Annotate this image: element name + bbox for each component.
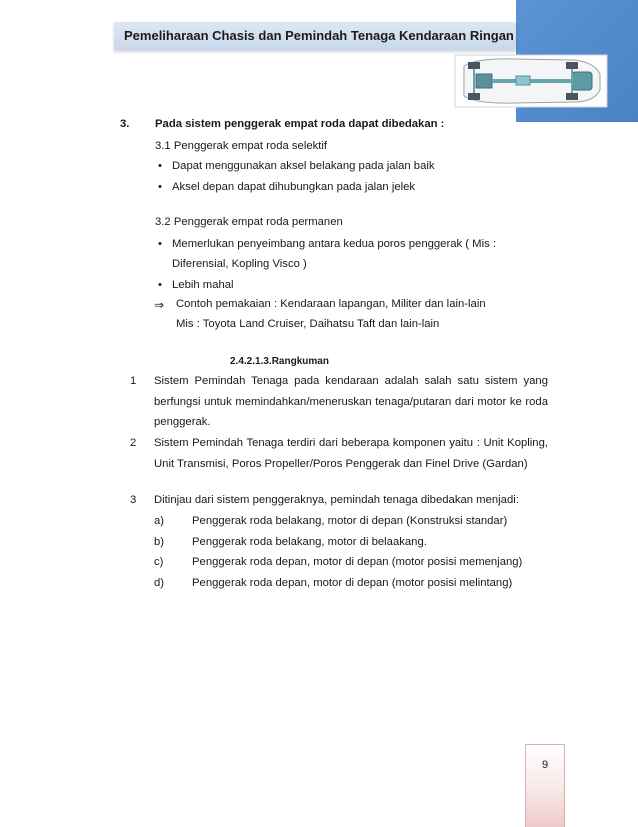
example-line: Contoh pemakaian : Kendaraan lapangan, Militer dan lain-lain xyxy=(176,298,486,310)
list-item: • Memerlukan penyeimbang antara kedua poros penggerak ( Mis : xyxy=(172,238,496,250)
page-number-box xyxy=(525,744,565,827)
subitem-text: Penggerak roda depan, motor di depan (motor posisi memenjang) xyxy=(192,556,523,568)
list-item: • Aksel depan dapat dihubungkan pada jalan jelek xyxy=(172,181,415,193)
summary-item-text: Sistem Pemindah Tenaga pada kendaraan adalah salah satu sistem yang berfungsi untuk memindahkan/meneruskan tenaga/putaran dari motor ke roda penggerak. xyxy=(154,375,548,428)
subitem-text: Penggerak roda belakang, motor di belaakang. xyxy=(192,536,427,548)
summary-item-text: Sistem Pemindah Tenaga terdiri dari beberapa komponen yaitu : Unit Kopling, Unit Transmisi, Poros Propeller/Poros Penggerak dan Finel Drive (Gardan) xyxy=(154,437,548,470)
summary-heading: 2.4.2.1.3.Rangkuman xyxy=(230,356,329,367)
list-item: • Dapat menggunakan aksel belakang pada jalan baik xyxy=(172,160,435,172)
list-item-continuation: Diferensial, Kopling Visco ) xyxy=(172,258,307,270)
implies-arrow-icon: ⇒ xyxy=(154,298,165,312)
section-number: 3. xyxy=(120,118,130,130)
page-title: Pemeliharaan Chasis dan Pemindah Tenaga Kendaraan Ringan xyxy=(124,28,514,43)
car-drivetrain-figure xyxy=(454,54,608,108)
example-line: Mis : Toyota Land Cruiser, Daihatsu Taft dan lain-lain xyxy=(176,318,440,330)
subsection-title: 3.1 Penggerak empat roda selektif xyxy=(155,140,328,152)
list-item: • Lebih mahal xyxy=(172,279,234,291)
header-band xyxy=(114,22,516,50)
subitem-label: c) xyxy=(154,556,164,568)
summary-item-number: 3 xyxy=(130,494,137,506)
subitem-label: d) xyxy=(154,577,165,589)
subitem-text: Penggerak roda depan, motor di depan (motor posisi melintang) xyxy=(192,577,513,589)
section-title: Pada sistem penggerak empat roda dapat dibedakan : xyxy=(155,118,445,130)
subitem-text: Penggerak roda belakang, motor di depan (Konstruksi standar) xyxy=(192,515,508,527)
subitem-label: b) xyxy=(154,536,165,548)
summary-item-number: 2 xyxy=(130,437,137,449)
summary-item-text: Ditinjau dari sistem penggeraknya, pemindah tenaga dibedakan menjadi: xyxy=(154,494,519,506)
summary-item-number: 1 xyxy=(130,375,137,387)
subitem-label: a) xyxy=(154,515,165,527)
page-number: 9 xyxy=(541,759,549,771)
subsection-title: 3.2 Penggerak empat roda permanen xyxy=(155,216,343,228)
